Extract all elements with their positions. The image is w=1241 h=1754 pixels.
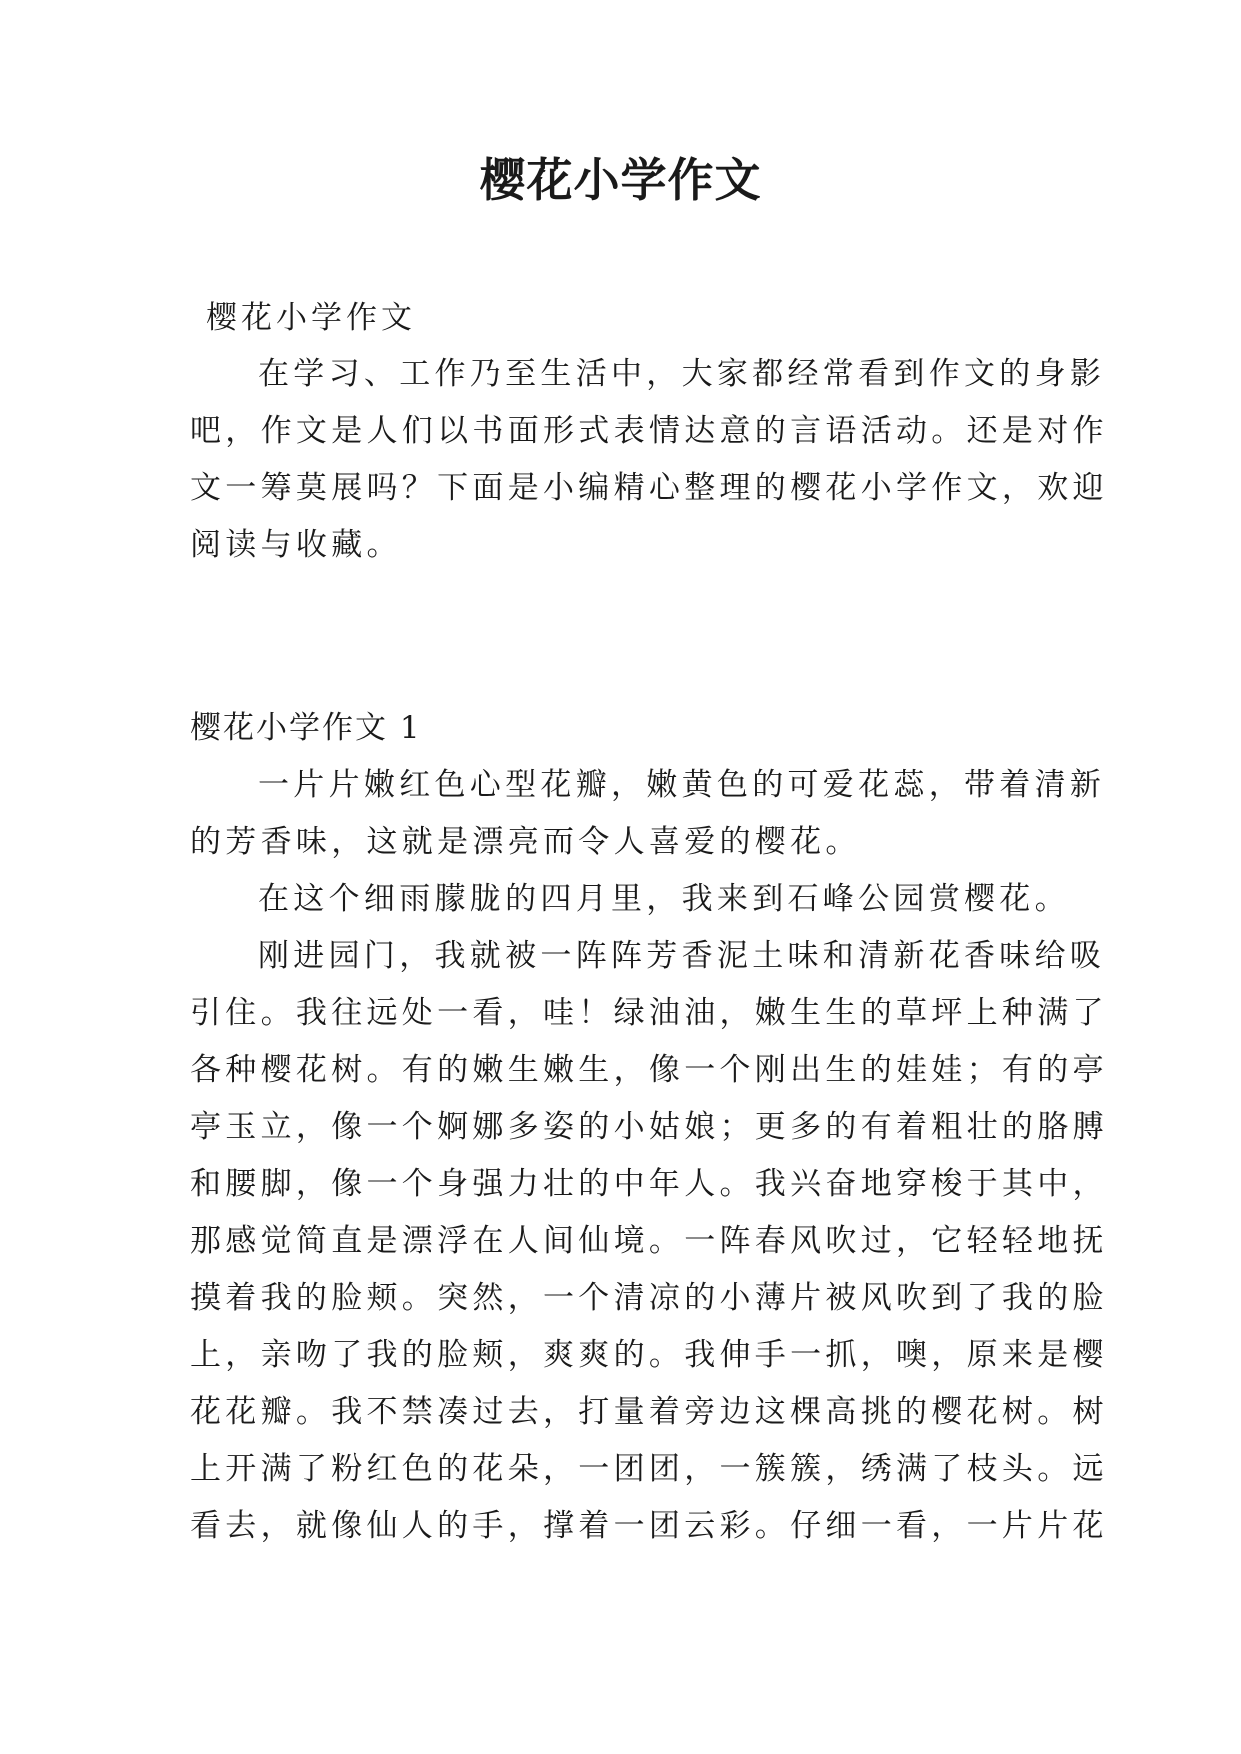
paragraph-line: 上，亲吻了我的脸颊，爽爽的。我伸手一抓，噢，原来是樱 bbox=[190, 1337, 1108, 1373]
document-title: 樱花小学作文 bbox=[479, 153, 762, 207]
paragraph-line: 上开满了粉红色的花朵，一团团，一簇簇，绣满了枝头。远 bbox=[190, 1451, 1108, 1487]
paragraph-line: 摸着我的脸颊。突然，一个清凉的小薄片被风吹到了我的脸 bbox=[190, 1280, 1108, 1316]
paragraph-line: 各种樱花树。有的嫩生嫩生，像一个刚出生的娃娃；有的亭 bbox=[190, 1052, 1108, 1088]
document-subtitle: 樱花小学作文 bbox=[206, 300, 416, 336]
paragraph-line: 刚进园门，我就被一阵阵芳香泥土味和清新花香味给吸 bbox=[258, 938, 1106, 974]
intro-line: 阅读与收藏。 bbox=[190, 527, 402, 563]
intro-line: 在学习、工作乃至生活中，大家都经常看到作文的身影 bbox=[258, 356, 1106, 392]
paragraph-line: 引住。我往远处一看，哇！绿油油，嫩生生的草坪上种满了 bbox=[190, 995, 1108, 1031]
paragraph-line: 那感觉简直是漂浮在人间仙境。一阵春风吹过，它轻轻地抚 bbox=[190, 1223, 1108, 1259]
section-heading: 樱花小学作文 1 bbox=[190, 710, 422, 746]
paragraph-line: 的芳香味，这就是漂亮而令人喜爱的樱花。 bbox=[190, 824, 861, 860]
paragraph-line: 看去，就像仙人的手，撑着一团云彩。仔细一看，一片片花 bbox=[190, 1508, 1108, 1544]
intro-line: 吧，作文是人们以书面形式表情达意的言语活动。还是对作 bbox=[190, 413, 1108, 449]
paragraph-line: 亭玉立，像一个婀娜多姿的小姑娘；更多的有着粗壮的胳膊 bbox=[190, 1109, 1108, 1145]
paragraph-line: 花花瓣。我不禁凑过去，打量着旁边这棵高挑的樱花树。树 bbox=[190, 1394, 1108, 1430]
paragraph-line: 在这个细雨朦胧的四月里，我来到石峰公园赏樱花。 bbox=[258, 881, 1070, 917]
intro-line: 文一筹莫展吗？下面是小编精心整理的樱花小学作文，欢迎 bbox=[190, 470, 1108, 506]
paragraph-line: 和腰脚，像一个身强力壮的中年人。我兴奋地穿梭于其中， bbox=[190, 1166, 1108, 1202]
paragraph-line: 一片片嫩红色心型花瓣，嫩黄色的可爱花蕊，带着清新 bbox=[258, 767, 1106, 803]
